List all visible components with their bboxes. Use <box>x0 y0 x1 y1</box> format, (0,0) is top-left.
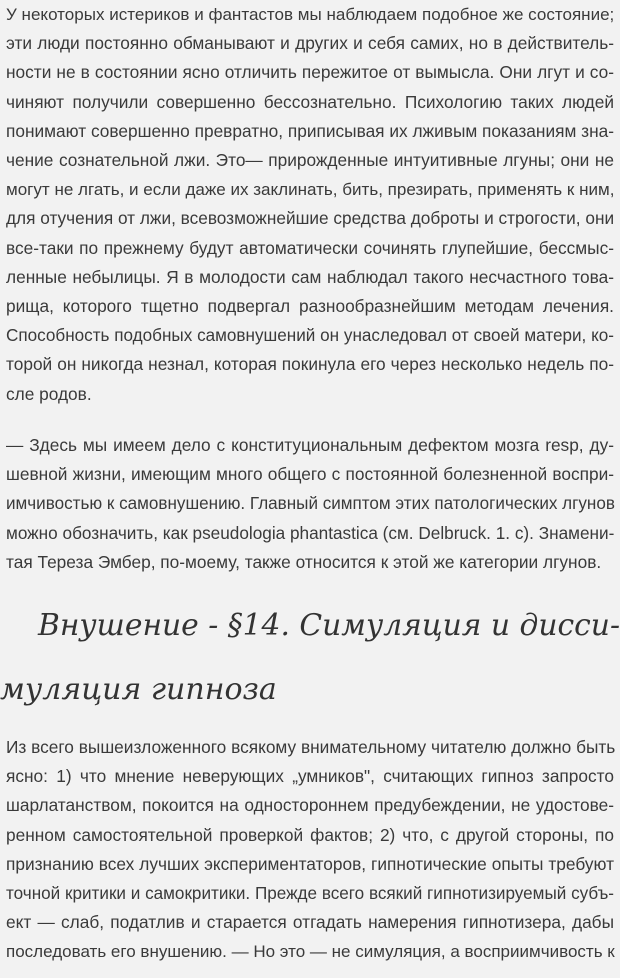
text-line: торой он никогда незнал, которая покинула его через несколько недель по- <box>6 354 614 375</box>
text-line: сле родов. <box>6 383 92 404</box>
text-line: ясно: 1) что мнение неверующих „умников", считающих гипноз запросто <box>6 766 614 787</box>
text-line: имчивостью к самовнушению. Главный симптом этих патологических лгунов <box>6 494 615 514</box>
text-line: ект — слаб, податлив и старается отгадать намерения гипнотизера, дабы <box>6 912 614 933</box>
paragraph-constitutional-defect <box>0 431 614 577</box>
text-line: эти люди постоянно обманывают и других и себя самих, но в действитель- <box>6 33 614 54</box>
section-heading <box>0 594 620 722</box>
paragraph-pathological-liars <box>0 0 614 409</box>
text-line: все-таки по прежнему будут автоматически сочинять глупейшие, бессмыс- <box>6 237 614 258</box>
text-line: для отучения от лжи, всевозможнейшие средства доброты и строгости, они <box>6 208 615 229</box>
text-line: могут не лгать, и если даже их заклинать, бить, презирать, применять к ним, <box>6 180 615 200</box>
text-line: последовать его внушению. — Но это — не симуляция, а восприимчивость к <box>6 942 615 962</box>
text-line: можно обозначить, как pseudologia phantastica (см. Delbruck. 1. с). Знамени- <box>6 522 615 543</box>
text-line: ренном самостоятельной проверкой фактов; 2) что, с другой стороны, по <box>6 824 614 845</box>
text-line: рища, которого тщетно подвергал разнообразнейшим методам лечения. <box>6 296 614 317</box>
text-line: У некоторых истериков и фантастов мы наблюдаем подобное же состояние; <box>6 5 615 24</box>
text-line: понимают совершенно превратно, приписывая их лживым показаниям зна- <box>6 120 614 141</box>
text-line: Способность подобных самовнушений он унаследовал от своей матери, ко- <box>6 326 614 346</box>
paragraph-conclusion <box>0 733 614 967</box>
text-line: шарлатанством, покоится на одностороннем предубеждении, не удостове- <box>6 795 614 816</box>
text-line: ности не в состоянии ясно отличить пережитое от вымысла. Они лгут и со- <box>6 62 614 83</box>
text-line: шевной жизни, имеющим много общего с постоянной болезненной воспри- <box>6 464 614 485</box>
text-line: Из всего вышеизложенного всякому внимательному читателю должно быть <box>6 737 616 757</box>
text-line: признанию всех лучших экспериментаторов, гипнотические опыты требуют <box>6 853 614 874</box>
text-line: чиняют получили совершенно бессознательно. Психологию таких людей <box>6 91 614 112</box>
text-line: тая Тереза Эмбер, по-моему, также относится к этой же категории лгунов. <box>6 551 602 572</box>
text-line: ленные небылицы. Я в молодости сам наблюдал такого несчастного това- <box>6 266 614 287</box>
section-heading-line-2: муляция гипноза <box>0 672 277 707</box>
text-line: чение сознательной лжи. Это— прирожденные интуитивные лгуны; они не <box>6 150 614 171</box>
text-line: точной критики и самокритики. Прежде всего всякий гипнотизируемый субъ- <box>6 884 614 904</box>
text-line: — Здесь мы имеем дело с конституциональным дефектом мозга resp, ду- <box>6 435 614 455</box>
section-heading-line-1: Внушение - §14. Симуляция и дисси- <box>38 608 620 643</box>
